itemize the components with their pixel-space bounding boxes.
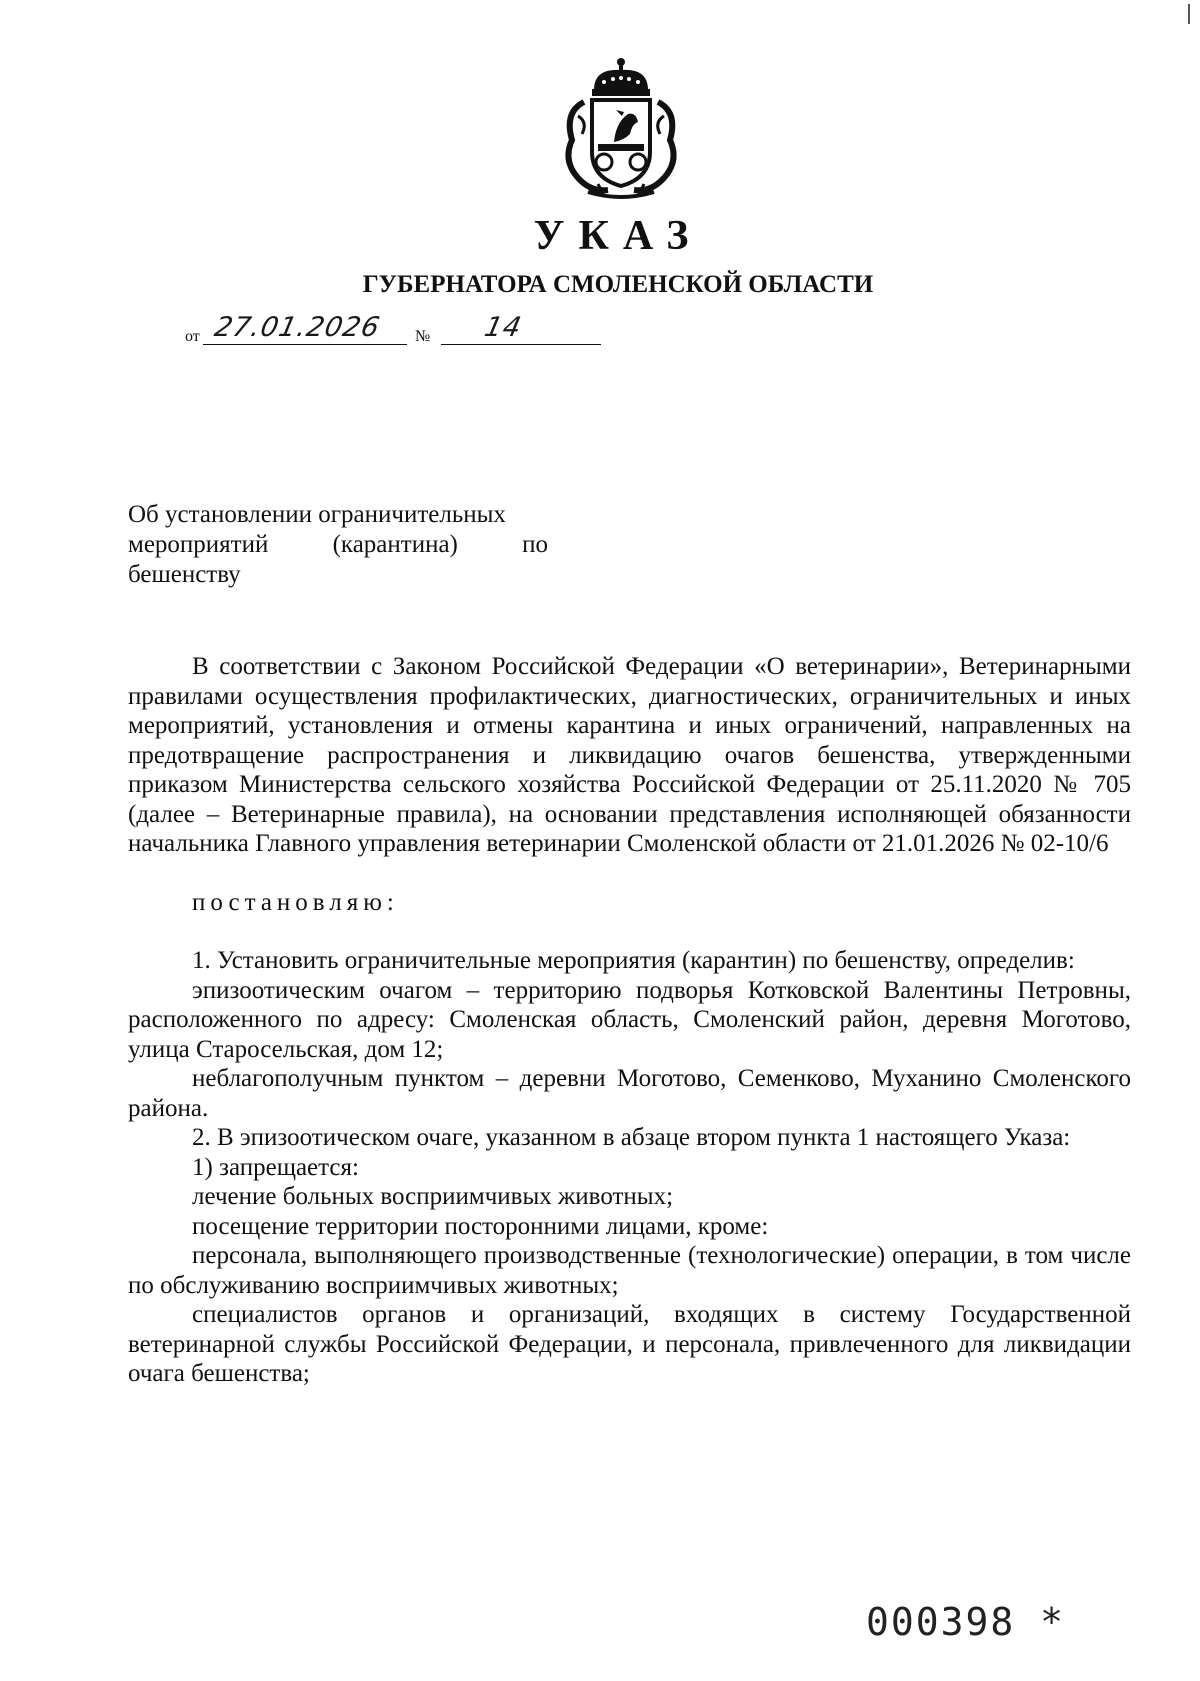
- clause-paragraph: неблагополучным пунктом – деревни Моготово, Семенково, Муханино Смоленского района.: [128, 1065, 1131, 1122]
- number-underline: [441, 344, 601, 345]
- clause-paragraph: 1) запрещается:: [192, 1153, 359, 1181]
- preamble-paragraph: В соответствии с Законом Российской Федерации «О ветеринарии», Ветеринарными правилами осуществления профилактических, диагностических, ограничительных и иных мероприятий, установления и отмены карантина и иных ограничений, направленных на предотвращение распространения и ликвидацию очагов бешенства, утвержденными приказом Министерства сельского хозяйства Российской Федерации от 25.11.2020 № 705 (далее – Ветеринарные правила), на основании представления исполняющей обязанности начальника Главного управления ветеринарии Смоленской области от 21.01.2026 № 02-10/6: [128, 653, 1131, 857]
- date-number-line: [185, 308, 605, 354]
- document-subtitle: ГУБЕРНАТОРА СМОЛЕНСКОЙ ОБЛАСТИ: [362, 271, 874, 298]
- number-handwritten: 14: [481, 312, 525, 343]
- clause-paragraph: лечение больных восприимчивых животных;: [192, 1183, 674, 1210]
- subject-line: мероприятий (карантина) по: [128, 531, 548, 558]
- clause-paragraph: 2. В эпизоотическом очаге, указанном в абзаце втором пункта 1 настоящего Указа:: [192, 1124, 1071, 1151]
- number-label: №: [415, 328, 431, 345]
- clause-paragraph: 1. Установить ограничительные мероприятия (карантин) по бешенству, определив:: [192, 947, 1075, 974]
- clause-paragraph: эпизоотическим очагом – территорию подворья Котковской Валентины Петровны, расположенного по адресу: Смоленская область, Смоленский район, деревня Моготово, улица Старосельская, дом 12;: [128, 976, 1131, 1063]
- document-serial-number: 000398 *: [865, 1600, 1065, 1644]
- clause-paragraph: посещение территории посторонними лицами, кроме:: [192, 1212, 769, 1240]
- date-handwritten: 27.01.2026: [211, 312, 383, 343]
- smolensk-coat-of-arms-icon: [558, 52, 684, 202]
- date-label: от: [185, 328, 200, 345]
- document-body: [128, 652, 1131, 1389]
- subject-line: бешенству: [128, 561, 241, 588]
- document-subject: [128, 500, 548, 590]
- date-underline: [203, 344, 407, 345]
- scan-edge-mark: [1188, 4, 1190, 24]
- clause-paragraph: персонала, выполняющего производственные (технологические) операции, в том числе по обслуживанию восприимчивых животных;: [128, 1242, 1131, 1299]
- subject-line: Об установлении ограничительных: [128, 501, 506, 528]
- decree-word: постановляю:: [192, 888, 399, 916]
- clause-paragraph: специалистов органов и организаций, входящих в систему Государственной ветеринарной службы Российской Федерации, и персонала, привлеченного для ликвидации очага бешенства;: [128, 1301, 1131, 1387]
- document-title: УКАЗ: [533, 213, 703, 259]
